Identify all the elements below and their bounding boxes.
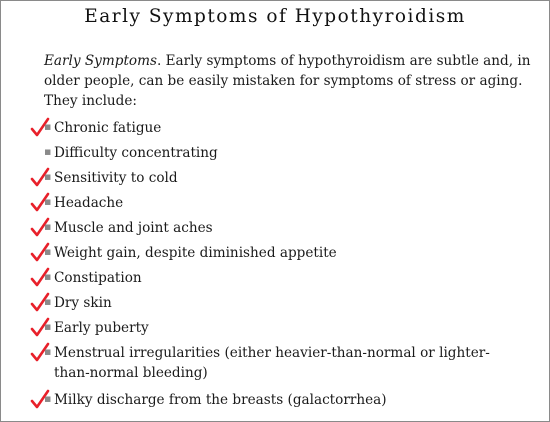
list-item: [1, 292, 549, 317]
list-item-label: Milky discharge from the breasts (galactorrhea): [54, 392, 387, 408]
bullet-icon: ▪: [44, 345, 52, 358]
symptom-list: [1, 117, 549, 414]
list-item-label: Headache: [54, 195, 124, 211]
page-title: Early Symptoms of Hypothyroidism: [84, 6, 466, 27]
intro-lead: Early Symptoms: [44, 53, 157, 69]
list-item-label: Difficulty concentrating: [54, 145, 218, 161]
intro-paragraph: [44, 51, 536, 111]
list-item: [1, 242, 549, 267]
list-item-label: Sensitivity to cold: [54, 170, 178, 186]
list-item: [1, 389, 549, 414]
list-item-label: Constipation: [54, 270, 142, 286]
bullet-icon: ▪: [44, 120, 52, 133]
list-item-label: Early puberty: [54, 320, 149, 336]
list-item: [1, 217, 549, 242]
list-item-label: Menstrual irregularities (either heavier-than-normal or lighter-than-normal bleeding): [54, 345, 490, 381]
list-item: [1, 317, 549, 342]
list-item-label: Dry skin: [54, 295, 112, 311]
list-item-label: Muscle and joint aches: [54, 220, 213, 236]
list-item: [1, 117, 549, 142]
bullet-icon: ▪: [44, 320, 52, 333]
bullet-icon: ▪: [44, 195, 52, 208]
bullet-icon: ▪: [44, 220, 52, 233]
list-item: [1, 267, 549, 292]
bullet-icon: ▪: [44, 145, 52, 158]
list-item: [1, 342, 549, 389]
list-item: [1, 142, 549, 167]
bullet-icon: ▪: [44, 270, 52, 283]
intro-text: . Early symptoms of hypothyroidism are subtle and, in older people, can be easily mistaken for symptoms of stress or aging. They include:: [44, 53, 531, 109]
list-item: [1, 192, 549, 217]
bullet-icon: ▪: [44, 392, 52, 405]
bullet-icon: ▪: [44, 295, 52, 308]
bullet-icon: ▪: [44, 170, 52, 183]
list-item-label: Chronic fatigue: [54, 120, 162, 136]
bullet-icon: ▪: [44, 245, 52, 258]
list-item: [1, 167, 549, 192]
list-item-label: Weight gain, despite diminished appetite: [54, 245, 337, 261]
